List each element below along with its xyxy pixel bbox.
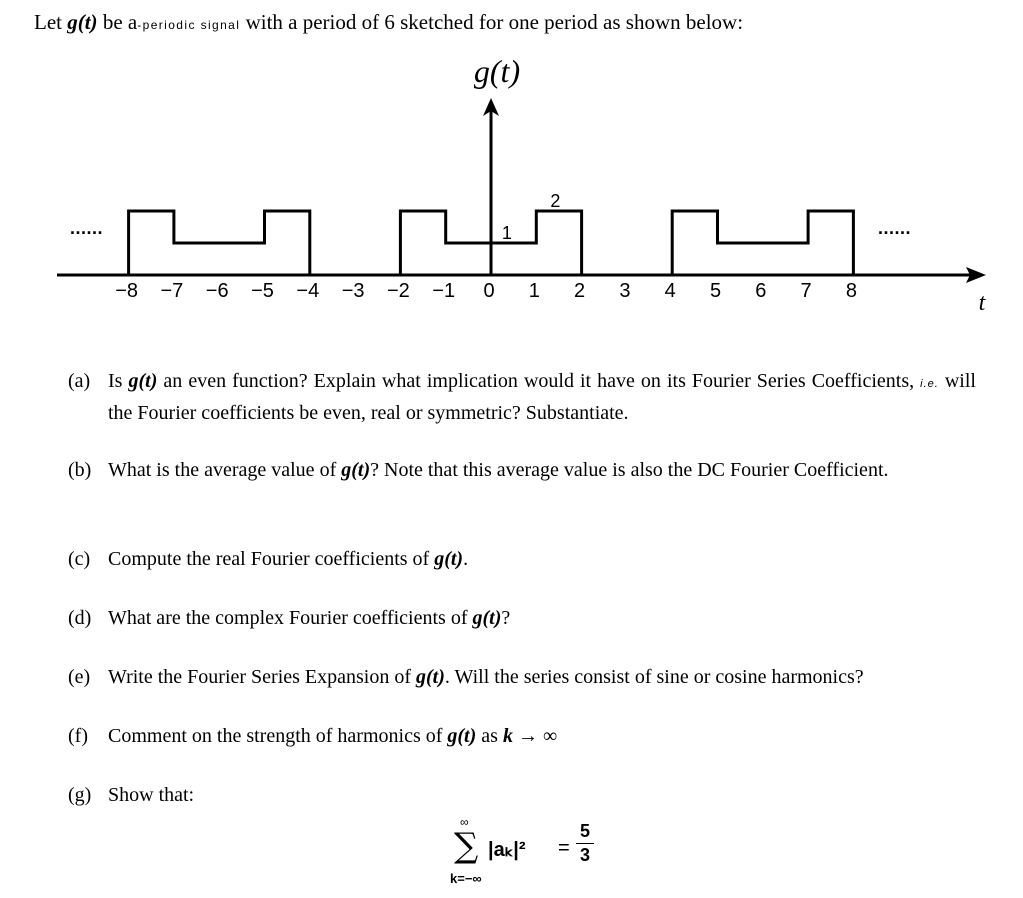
x-tick-label: −4: [296, 280, 320, 302]
question-label: (e): [68, 666, 91, 688]
question-label: (c): [68, 548, 91, 570]
question-f: [68, 722, 976, 751]
question-a: [68, 367, 976, 428]
question-c: [68, 545, 976, 574]
ellipsis-left: ......: [70, 218, 104, 238]
question-label: (a): [68, 370, 91, 392]
equation-term: |aₖ|²: [488, 839, 526, 861]
intro-part1: Let: [34, 10, 68, 34]
question-text: Is: [108, 370, 129, 392]
sum-upper-limit: ∞: [460, 815, 469, 829]
x-tick-label: 4: [664, 280, 676, 302]
x-tick-label: 3: [619, 280, 631, 302]
x-tick-label: −5: [251, 280, 274, 302]
sum-lower-limit: k=−∞: [450, 871, 482, 886]
question-text: an even function? Explain what implication would it have on its Fourier Series Coefficients,: [157, 370, 921, 392]
question-g: [68, 781, 976, 810]
x-tick-label: −7: [160, 280, 184, 302]
fraction-numerator: 5: [579, 821, 590, 841]
question-function: g(t): [447, 725, 477, 747]
question-ie: i.e.: [920, 378, 939, 390]
x-tick-label: 7: [800, 280, 812, 302]
question-text: ? Note that this average value is also the DC Fourier Coefficient.: [370, 459, 889, 481]
question-function: g(t): [341, 459, 371, 481]
intro-part3: with a period of 6 sketched for one period as shown below:: [240, 10, 744, 34]
question-function: g(t): [472, 607, 502, 629]
question-k: k: [502, 725, 513, 747]
question-text: ?: [501, 607, 511, 629]
level-label-2: 2: [550, 191, 561, 211]
question-e: [68, 663, 976, 692]
ellipsis-right: ......: [878, 218, 912, 238]
fraction-denominator: 3: [579, 845, 590, 865]
x-tick-label: −6: [205, 280, 229, 302]
x-tick-label: 6: [755, 280, 767, 302]
question-text: Compute the real Fourier coefficients of: [108, 548, 435, 570]
question-text: . Will the series consist of sine or cosine harmonics?: [444, 666, 864, 688]
question-d: [68, 604, 976, 633]
question-function: g(t): [434, 548, 464, 570]
x-tick-label: 1: [528, 280, 540, 302]
question-text: → ∞: [512, 725, 558, 747]
fraction-bar: [576, 843, 594, 844]
x-tick-label: 5: [709, 280, 722, 302]
level-label-1: 1: [501, 223, 512, 243]
parseval-equation: [450, 815, 610, 895]
x-tick-label: −8: [115, 280, 139, 302]
x-tick-label: 2: [574, 280, 586, 302]
intro-function: g(t): [67, 10, 98, 34]
question-label: (d): [68, 607, 92, 629]
question-text: Show that:: [108, 784, 195, 806]
question-text: What is the average value of: [108, 459, 342, 481]
question-label: (g): [68, 784, 92, 806]
question-text: What are the complex Fourier coefficients of: [108, 607, 473, 629]
intro-part2: be a: [97, 10, 138, 34]
question-function: g(t): [416, 666, 445, 688]
fraction: [576, 821, 594, 866]
x-axis-label: t: [978, 290, 986, 316]
x-tick-label: −3: [341, 280, 365, 302]
question-text: Write the Fourier Series Expansion of: [108, 666, 417, 688]
y-axis-label: g(t): [473, 53, 521, 89]
x-tick-label: −1: [432, 280, 456, 302]
x-tick-label: −2: [386, 280, 410, 302]
equals-sign: =: [558, 837, 570, 859]
signal-plot: [0, 48, 1023, 318]
question-text: .: [463, 548, 469, 570]
intro-small-text: -periodic signal: [137, 18, 241, 32]
question-text: as: [476, 725, 503, 747]
question-text: Comment on the strength of harmonics of: [108, 725, 448, 747]
question-label: (f): [68, 725, 88, 747]
x-tick-label: 8: [845, 280, 857, 302]
question-label: (b): [68, 459, 92, 481]
question-b: [68, 456, 976, 485]
x-tick-label: 0: [483, 280, 495, 302]
question-text: will the Fourier coefficients be even, real or symmetric? Substantiate.: [108, 370, 976, 424]
sum-symbol: ∑: [454, 826, 479, 866]
question-function: g(t): [128, 370, 158, 392]
intro-text: [34, 10, 743, 35]
